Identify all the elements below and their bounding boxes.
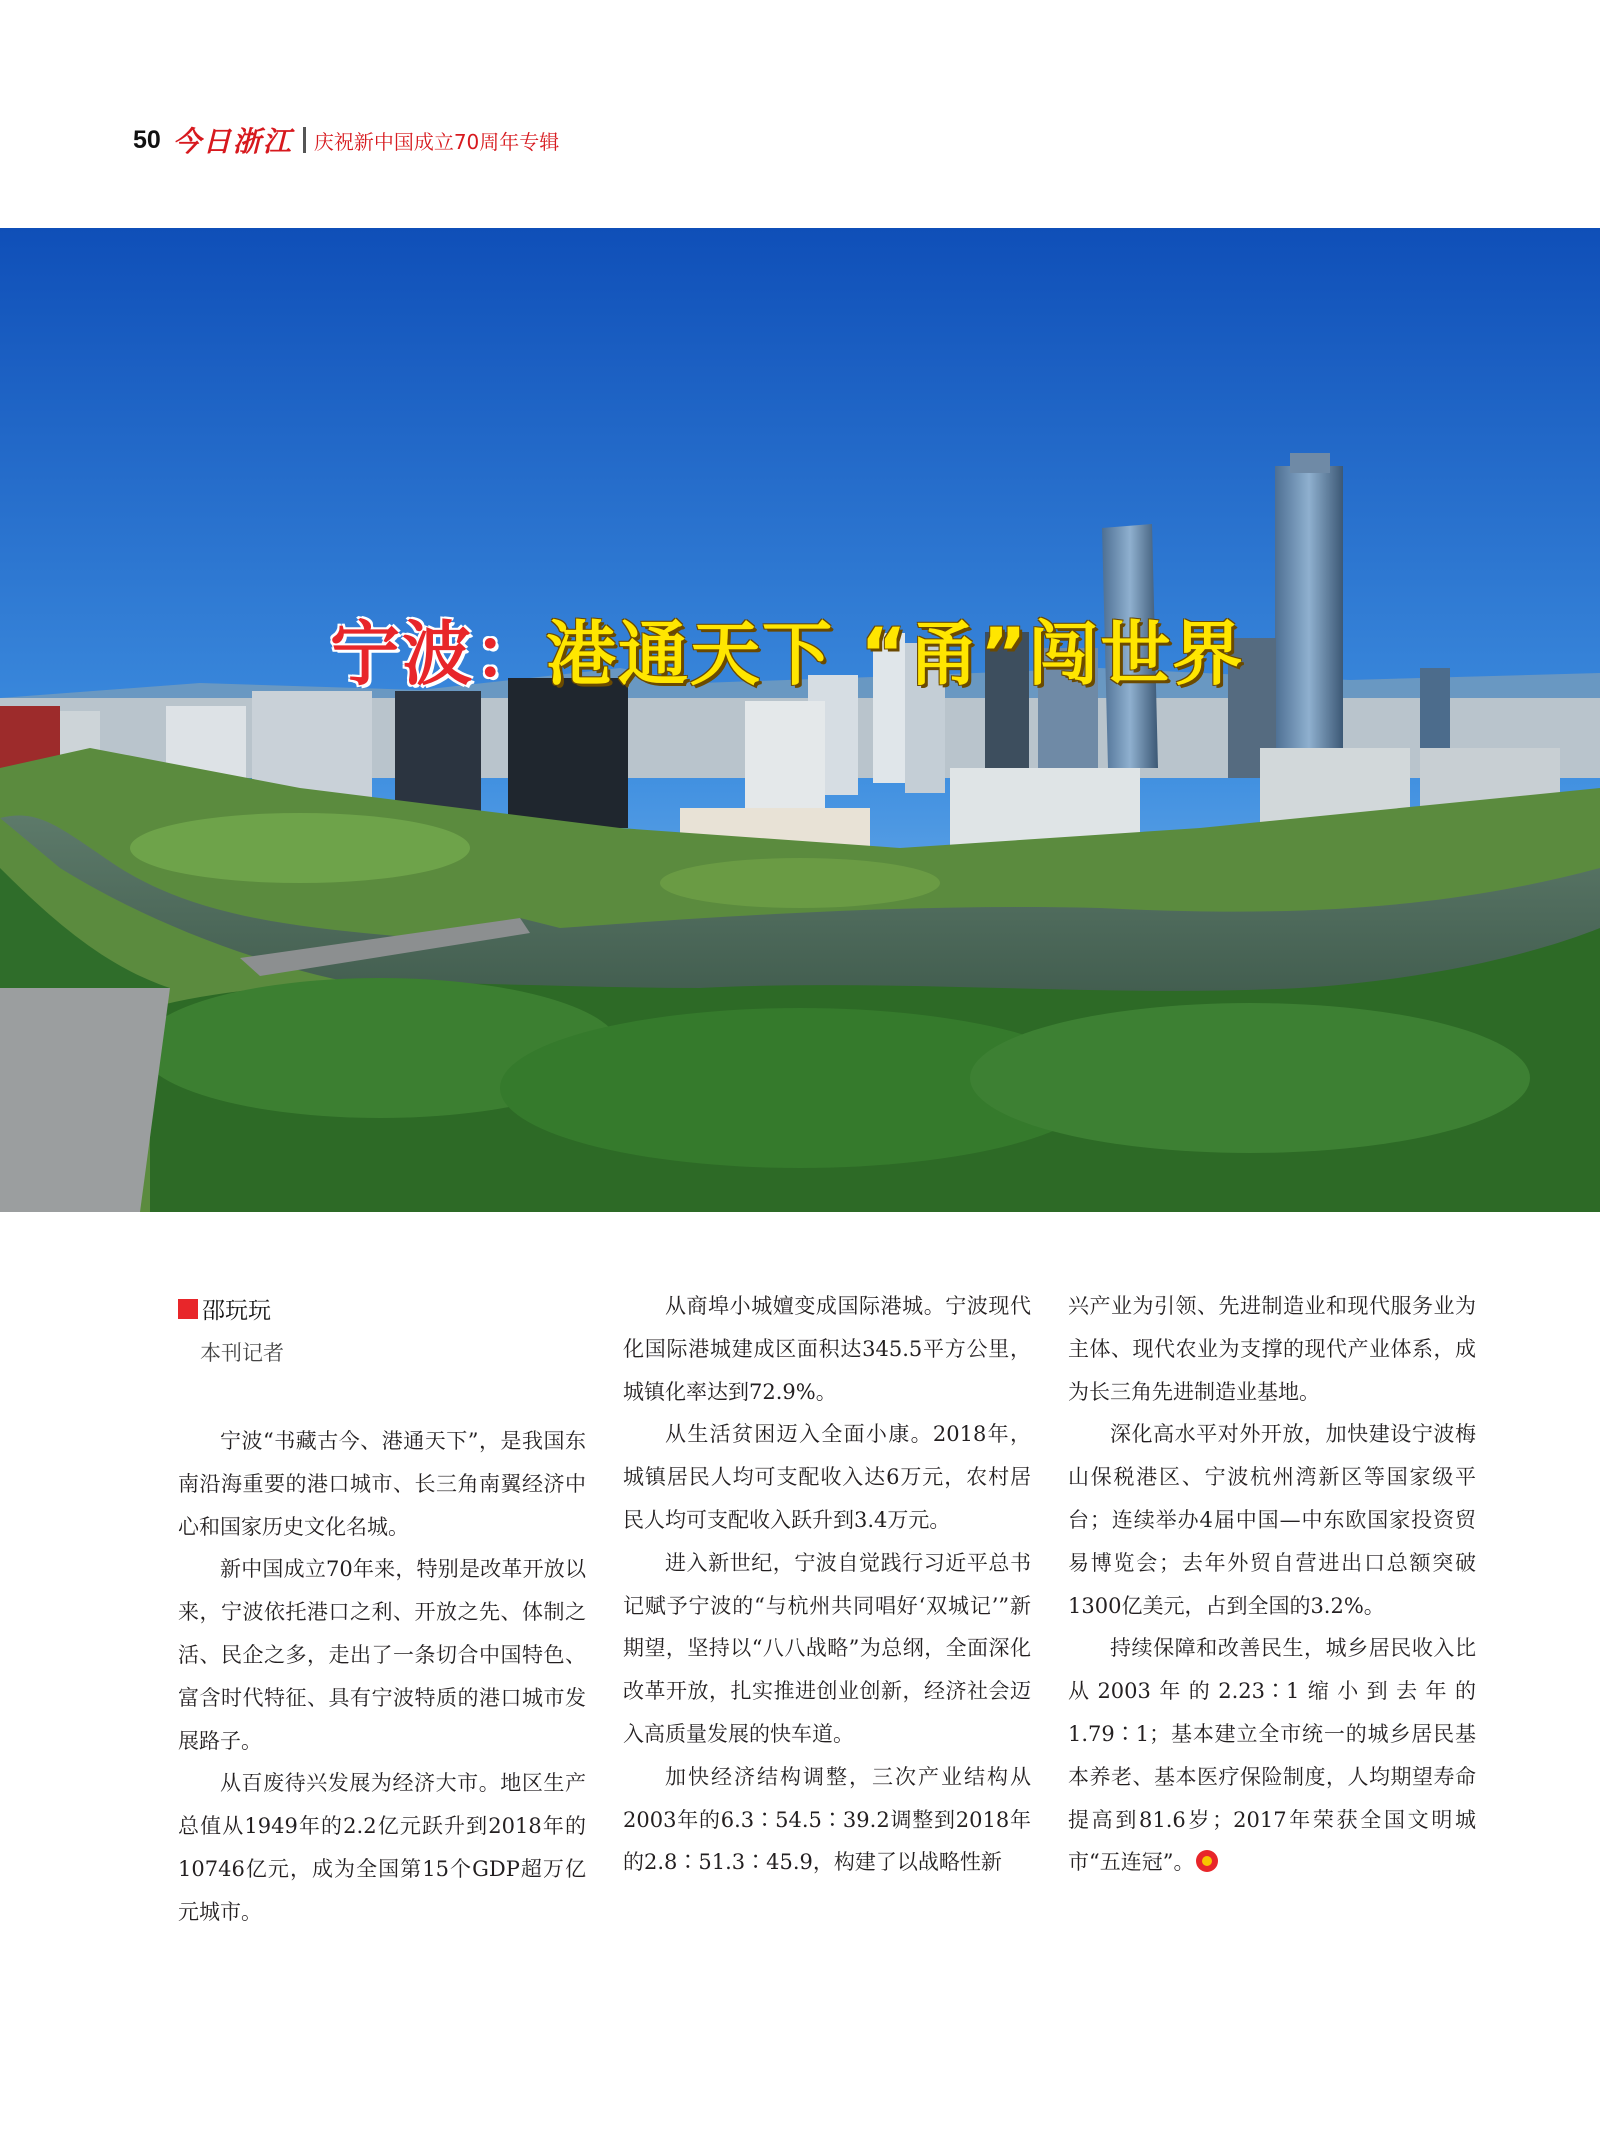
headline-city: 宁波： [330, 613, 546, 695]
paragraph: 从生活贫困迈入全面小康。2018年，城镇居民人均可支配收入达6万元，农村居民人均可支配收入跃升到3.4万元。 [623, 1422, 1031, 1532]
paragraph: 从百废待兴发展为经济大市。地区生产总值从1949年的2.2亿元跃升到2018年的10746亿元，成为全国第15个GDP超万亿元城市。 [178, 1771, 586, 1924]
author-name-text: 邵玩玩 [202, 1298, 271, 1324]
paragraph: 新中国成立70年来，特别是改革开放以来，宁波依托港口之利、开放之先、体制之活、民企之多，走出了一条切合中国特色、富含时代特征、具有宁波特质的港口城市发展路子。 [178, 1557, 586, 1753]
cityscape-illustration [0, 228, 1600, 1212]
author-name [178, 1292, 284, 1325]
header-divider [303, 127, 306, 153]
headline-slogan: 港通天下 “甬”闯世界 [546, 613, 1245, 695]
cityscape-photo [0, 228, 1600, 1212]
text-column-1 [178, 1420, 586, 1934]
magazine-logo: 今日浙江 [172, 125, 293, 158]
paragraph: 从商埠小城嬗变成国际港城。宁波现代化国际港城建成区面积达345.5平方公里，城镇化率达到72.9%。 [623, 1294, 1031, 1404]
paragraph: 深化高水平对外开放，加快建设宁波梅山保税港区、宁波杭州湾新区等国家级平台；连续举办4届中国—中东欧国家投资贸易博览会；去年外贸自营进出口总额突破1300亿美元，占到全国的3.2%。 [1068, 1422, 1476, 1618]
text-column-3 [1068, 1285, 1476, 1884]
page-number: 50 [133, 125, 161, 154]
article-headline [330, 598, 1244, 699]
paragraph: 进入新世纪，宁波自觉践行习近平总书记赋予宁波的“与杭州共同唱好‘双城记’”新期望，坚持以“八八战略”为总纲，全面深化改革开放，扎实推进创业创新，经济社会迈入高质量发展的快车道。 [623, 1550, 1031, 1746]
page-header [133, 120, 559, 160]
paragraph: 宁波“书藏古今、港通天下”，是我国东南沿海重要的港口城市、长三角南翼经济中心和国家历史文化名城。 [178, 1429, 586, 1539]
section-title: 庆祝新中国成立70周年专辑 [313, 129, 560, 154]
end-mark-icon [1196, 1850, 1218, 1872]
paragraph: 加快经济结构调整，三次产业结构从2003年的6.3∶54.5∶39.2调整到2018年的2.8∶51.3∶45.9，构建了以战略性新 [623, 1764, 1031, 1875]
paragraph-continuation: 兴产业为引领、先进制造业和现代服务业为主体、现代农业为支撑的现代产业体系，成为长三角先进制造业基地。 [1068, 1294, 1476, 1404]
red-square-icon [178, 1299, 198, 1319]
text-column-2 [623, 1285, 1031, 1884]
byline [178, 1292, 284, 1367]
paragraph-last [1068, 1627, 1476, 1884]
author-role: 本刊记者 [200, 1341, 284, 1365]
paragraph-text: 持续保障和改善民生，城乡居民收入比从2003年的2.23∶1缩小到去年的1.79∶1；基本建立全市统一的城乡居民基本养老、基本医疗保险制度，人均期望寿命提高到81.6岁；2017年荣获全国文明城市“五连冠”。 [1068, 1636, 1476, 1875]
